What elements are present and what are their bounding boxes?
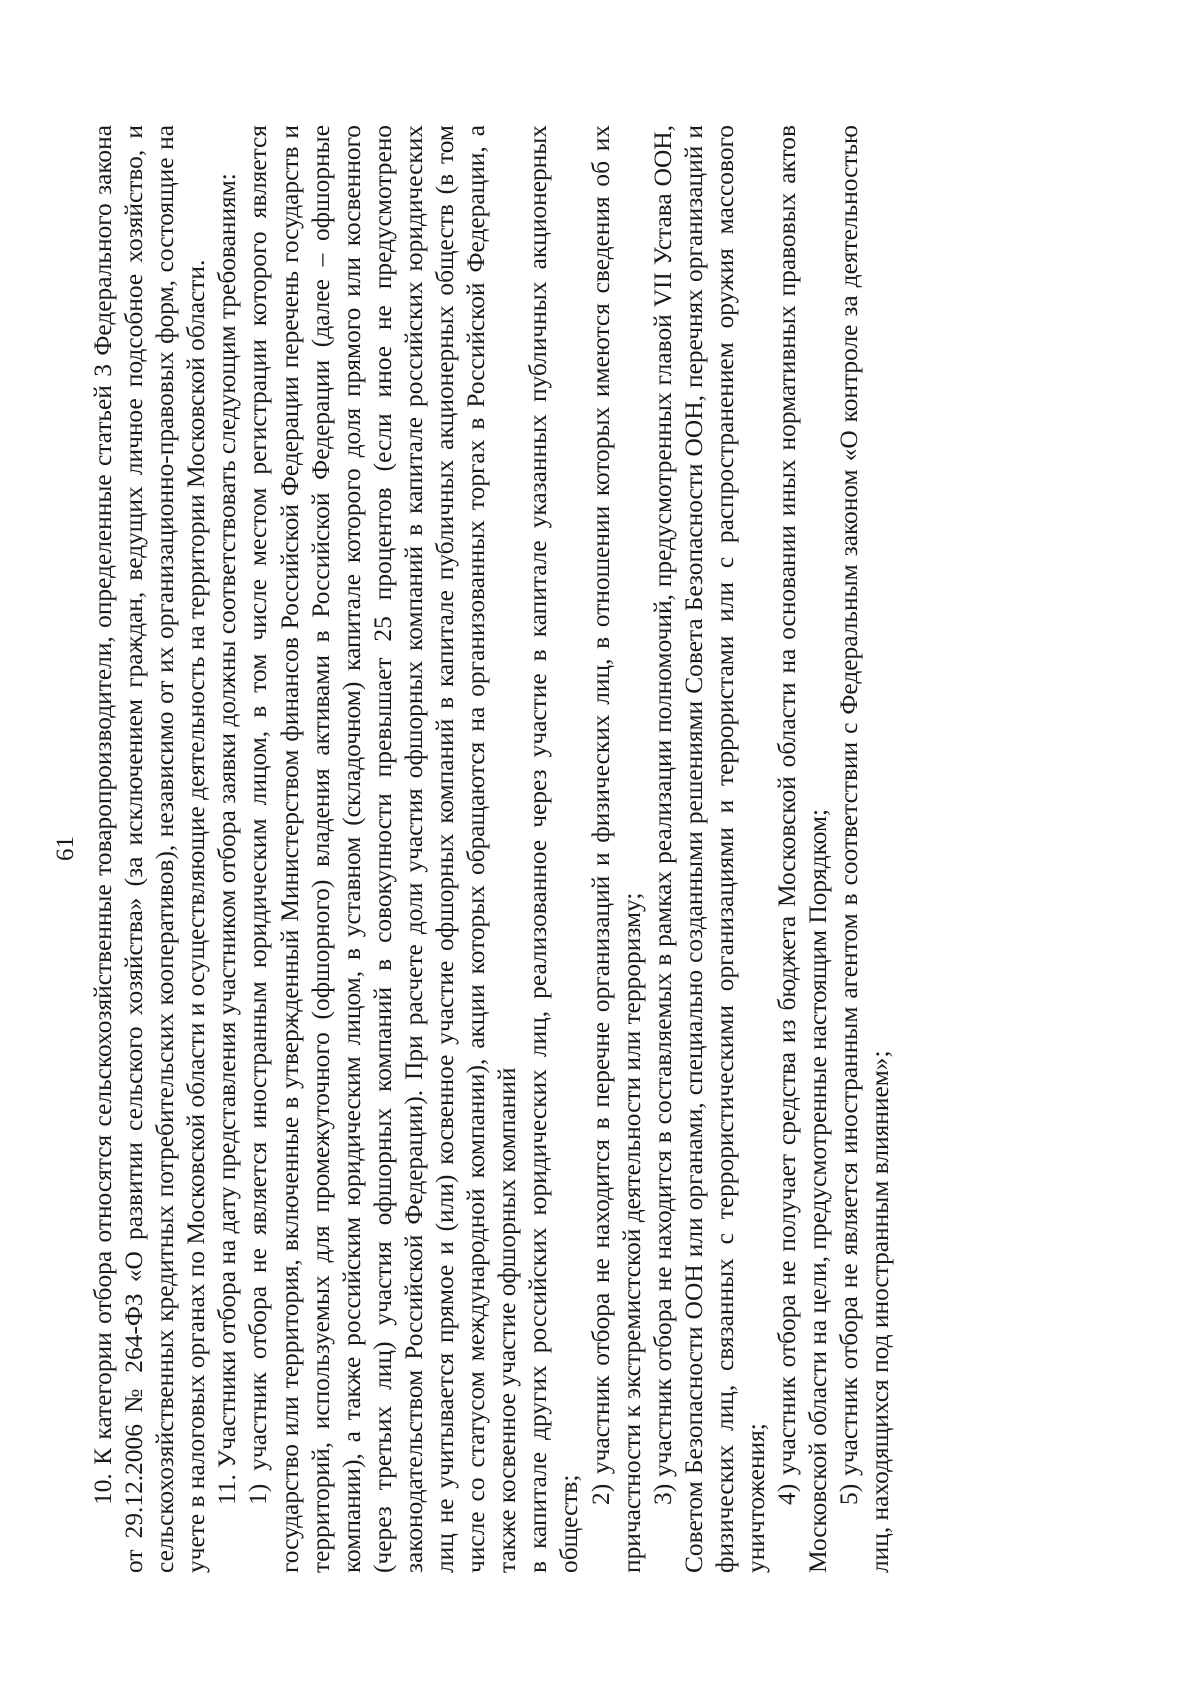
page-number: 61 (52, 836, 79, 861)
requirement-5: 5) участник отбора не является иностранным агентом в соответствии с Федеральным законом «О контроле за деятельностью лиц, находящихся под иностранным влиянием»; (835, 125, 895, 1573)
requirement-1: 1) участник отбора не является иностранным юридическим лицом, в том числе местом регистрации которого является государство или территория, включенные в утвержденный Министерством финансов Российской Федерации перечень государств и территорий, используемых для промежуточного (офшорного) владения активами в Российской Федерации (далее – офшорные компании), а также российским юридическим лицом, в уставном (складочном) капитале которого доля прямого или косвенного (через третьих лиц) участия офшорных компаний в совокупности превышает 25 процентов (если иное не предусмотрено законодательством Российской Федерации). При расчете доли участия офшорных компаний в капитале российских юридических лиц не учитывается прямое и (или) косвенное участие офшорных компаний в капитале публичных акционерных обществ (в том числе со статусом международной компании), акции которых обращаются на организованных торгах в Российской Федерации, а также косвенное участие офшорных компаний (244, 125, 522, 1573)
requirement-4: 4) участник отбора не получает средства из бюджета Московской области на основании иных нормативных правовых актов Московской области на цели, предусмотренные настоящим Порядком; (773, 125, 833, 1573)
paragraph-11: 11. Участники отбора на дату представления участником отбора заявки должны соответствовать следующим требованиям: (213, 173, 242, 1505)
requirement-1-continued: в капитале других российских юридических лиц, реализованное через участие в капитале указанных публичных акционерных обществ; (524, 125, 584, 1573)
page-body (88, 125, 896, 1573)
requirement-3: 3) участник отбора не находится в составляемых в рамках реализации полномочий, предусмотренных главой VII Устава ООН, Советом Безопасности ООН или органами, специально созданными решениями Совета Безопасности ООН, перечнях организаций и физических лиц, связанных с террористическими организациями и террористами или с распространением оружия массового уничтожения; (648, 125, 770, 1573)
requirement-2: 2) участник отбора не находится в перечне организаций и физических лиц, в отношении которых имеются сведения об их причастности к экстремистской деятельности или терроризму; (586, 125, 646, 1573)
paragraph-10: 10. К категории отбора относятся сельскохозяйственные товаропроизводители, определенные статьей 3 Федерального закона от 29.12.2006 № 264-ФЗ «О развитии сельского хозяйства» (за исключением граждан, ведущих личное подсобное хозяйство, и сельскохозяйственных кредитных потребительских кооперативов), независимо от их организационно-правовых форм, состоящие на учете в налоговых органах по Московской области и осуществляющие деятельность на территории Московской области. (89, 125, 211, 1573)
